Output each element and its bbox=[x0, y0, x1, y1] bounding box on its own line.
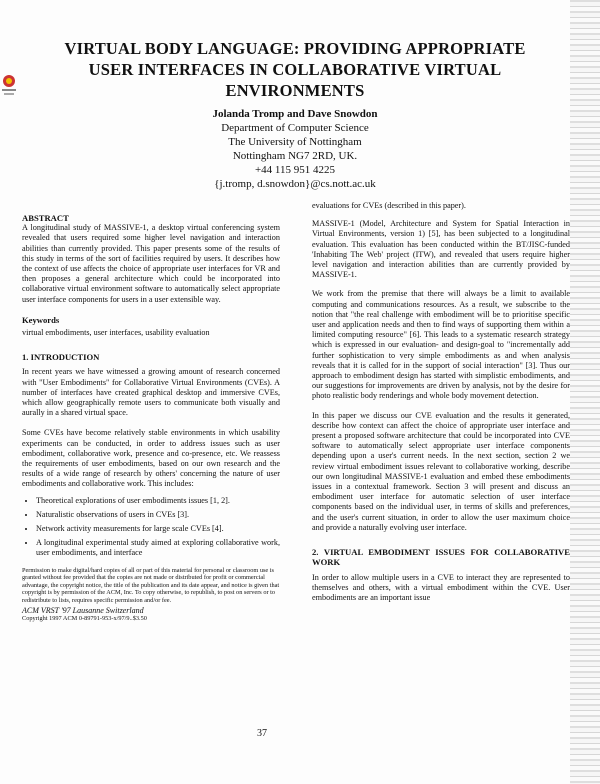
title-line-2: USER INTERFACES IN COLLABORATIVE VIRTUAL bbox=[88, 60, 502, 79]
author-block bbox=[20, 107, 570, 191]
intro-heading: 1. INTRODUCTION bbox=[22, 352, 100, 363]
intro-paragraph-2: Some CVEs have become relatively stable environments in which usability experiments can be conducted, in order to address issues such as user embodiment, collaborative work, presence and co-presence, etc. We reassess the requirements of user embodiments, based on our own research and the results of a wide range of research by others' concerning the nature of user embodiments and collaborative work. This includes: bbox=[22, 428, 280, 489]
body-paragraph-4: In order to allow multiple users in a CVE to interact they are represented to themselves and others, with a virtual embodiment within the CVE. User embodiments are an important issue bbox=[312, 572, 570, 602]
author-names: Jolanda Tromp and Dave Snowdon bbox=[212, 108, 378, 120]
list-item: • A longitudinal experimental study aimed at exploring collaborative work, user embodiments, and interface bbox=[36, 538, 280, 558]
title-line-1: VIRTUAL BODY LANGUAGE: PROVIDING APPROPRIATE bbox=[64, 39, 526, 58]
author-department: Department of Computer Science bbox=[221, 122, 369, 134]
list-item: • Naturalistic observations of users in CVEs [3]. bbox=[36, 510, 280, 520]
keywords-heading: Keywords bbox=[22, 314, 60, 325]
title-line-3: ENVIRONMENTS bbox=[225, 81, 365, 100]
permission-text: Permission to make digital/hard copies of all or part of this material for personal or classroom use is granted without fee provided that the copies are not made or distributed for profit or commercial advantage, the copyright notice, the title of the publication and its date appear, and notice is given that copyright is by permission of the ACM, Inc. To copy otherwise, to republish, to post on servers or to redistribute to lists, requires specific permission and/or fee. bbox=[22, 566, 280, 605]
abstract-heading: ABSTRACT bbox=[22, 213, 69, 223]
body-paragraph-1: MASSIVE-1 (Model, Architecture and System for Spatial Interaction in Virtual Environments, version 1) [5], has been subjected to a longitudinal evaluation. This evaluation has been conducted within the BT/JISC-funded 'Inhabiting The Web' project (ITW), and revealed that users require higher level navigation and interaction abilities than are currently provided by MASSIVE-1. bbox=[312, 219, 570, 280]
list-item: • Network activity measurements for large scale CVEs [4]. bbox=[36, 524, 280, 534]
intro-paragraph-1: In recent years we have witnessed a growing amount of research concerned with "User Embodiments" for Collaborative Virtual Environments (CVEs). A number of interfaces have created graphical desktop and immersive CVEs, which allow geographically remote users to communicate both visually and aurally in a shared virtual space. bbox=[22, 367, 280, 418]
page-number: 37 bbox=[257, 728, 267, 739]
author-phone: +44 115 951 4225 bbox=[254, 164, 336, 176]
author-university: The University of Nottingham bbox=[228, 136, 362, 148]
keywords-text: virtual embodiments, user interfaces, usability evaluation bbox=[22, 328, 210, 338]
copyright-line: Copyright 1997 ACM 0-89791-953-x/97/9..$3.50 bbox=[22, 615, 147, 623]
left-column bbox=[22, 213, 280, 623]
permission-notice bbox=[22, 567, 280, 623]
venue-line: ACM VRST '97 Lausanne Switzerland bbox=[22, 605, 144, 615]
intro-bullet-list bbox=[22, 496, 280, 559]
author-city: Nottingham NG7 2RD, UK. bbox=[232, 150, 358, 162]
continued-text: evaluations for CVEs (described in this paper). bbox=[312, 201, 466, 210]
list-item: • Theoretical explorations of user embodiments issues [1, 2]. bbox=[36, 496, 280, 506]
scan-edge bbox=[570, 0, 600, 784]
right-column bbox=[312, 201, 570, 603]
author-email: {j.tromp, d.snowdon}@cs.nott.ac.uk bbox=[214, 178, 376, 190]
body-paragraph-2: We work from the premise that there will always be a limit to available computing and communications resources. As a result, we subscribe to the notion that "the real challenge with embodiment will be to prioritise specific user and application needs and then to find ways of supporting them within a limited computing resource" [6]. This leads to a systematic research strategy which is expressed in our evaluation- and design-goal to "incrementally add further sophistication to very simple embodiments as and when analysis reveals that it is called for in the support of social interaction" [3]. Thus our approach to embodiment design has started with simplistic embodiments, and our suggestions for improvements are driven by analysis, not by the desire for photo realistic body renderings and whole body movement detection. bbox=[312, 289, 570, 401]
paper-title bbox=[20, 38, 570, 101]
section-2-heading: 2. VIRTUAL EMBODIMENT ISSUES FOR COLLABORATIVE WORK bbox=[312, 547, 570, 568]
abstract-text: A longitudinal study of MASSIVE-1, a desktop virtual conferencing system revealed that users required some higher level navigation and interaction abilities than currently provided. This paper presents some of the results of this study in terms of the sort of facilities required by users. It describes how the context of use affects the choice of appropriate user interfaces for VR and then proposes a general architecture which could be incorporated into collaborative virtual environment software to automatically select appropriate user interface components for users in a user extensible way. bbox=[22, 223, 280, 304]
body-paragraph-3: In this paper we discuss our CVE evaluation and the results it generated, describe how context can affect the choice of appropriate user interface and present a proposed software architecture that could be incorporated into CVE software to automatically select appropriate user interface components depending upon a user's current needs. In the next section, section 2 we review virtual embodiment issues relevant to collaborative working, describe our own longitudinal MASSIVE-1 evaluation and embed these embodiments issues in a contextual framework. Section 3 will present and discuss an embodiment user interface for automatic selection of user interface components based on the individual user, in terms of skills and preferences, and the user's current situation, in order to allow the user maximum choice and provide a naturally evolving user interface. bbox=[312, 410, 570, 532]
acm-logo-icon bbox=[0, 72, 18, 98]
